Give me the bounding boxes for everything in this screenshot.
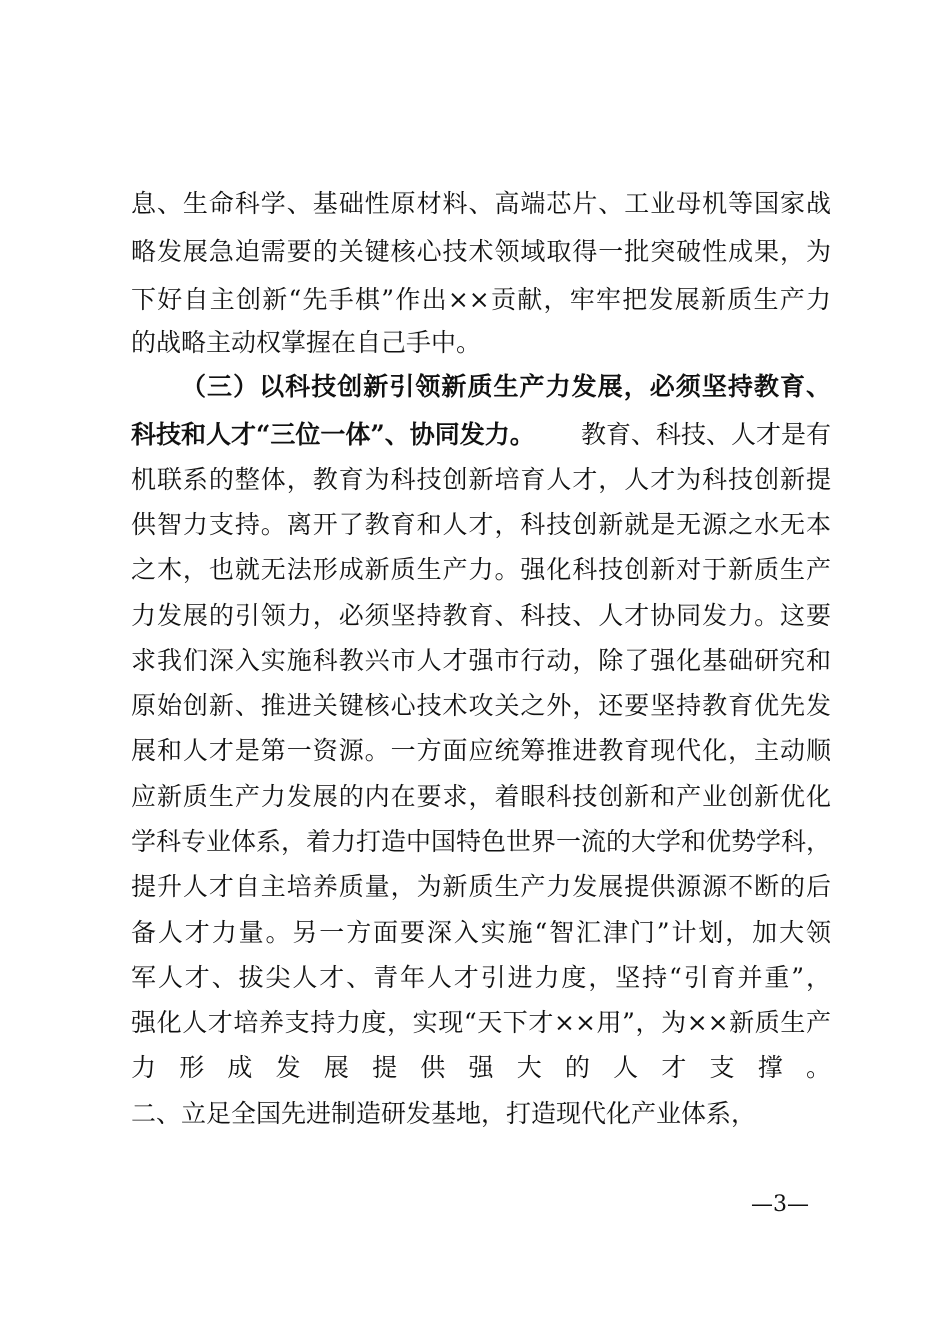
body-text-line: 求我们深入实施科教兴市人才强市行动，除了强化基础研究和 (131, 646, 831, 675)
body-text-line: 应新质生产力发展的内在要求，着眼科技创新和产业创新优化 (131, 782, 831, 811)
body-text-line: 供智力支持。离开了教育和人才，科技创新就是无源之水无本 (131, 510, 831, 539)
body-text-line: 学科专业体系，着力打造中国特色世界一流的大学和优势学科， (131, 827, 832, 856)
body-text-line: 之木，也就无法形成新质生产力。强化科技创新对于新质生产 (131, 555, 831, 584)
page-number: —3— (751, 1192, 809, 1217)
body-text-line: 力形成发展提供强大的人才支撑。 (131, 1053, 831, 1082)
body-text-line: 息、生命科学、基础性原材料、高端芯片、工业母机等国家战 (131, 189, 831, 218)
body-text-line: 力发展的引领力，必须坚持教育、科技、人才协同发力。这要 (131, 601, 831, 630)
body-text-line: 提升人才自主培养质量，为新质生产力发展提供源源不断的后 (131, 872, 831, 901)
body-text-segment: 教育、科技、人才是有 (580, 420, 831, 449)
body-text-line: 略发展急迫需要的关键核心技术领域取得一批突破性成果，为 (131, 237, 831, 266)
mixed-line (131, 420, 831, 450)
body-text-line: 二、立足全国先进制造研发基地，打造现代化产业体系， (131, 1099, 757, 1128)
body-text-line: 下好自主创新“先手棋”作出××贡献，牢牢把发展新质生产力 (131, 285, 831, 314)
body-text-line: 军人才、拔尖人才、青年人才引进力度，坚持“引育并重”， (131, 963, 831, 992)
body-text-line: 机联系的整体，教育为科技创新培育人才，人才为科技创新提 (131, 465, 831, 494)
body-text-line: 备人才力量。另一方面要深入实施“智汇津门”计划，加大领 (131, 918, 831, 947)
body-text-line: 原始创新、推进关键核心技术攻关之外，还要坚持教育优先发 (131, 691, 831, 720)
body-text-line: 展和人才是第一资源。一方面应统筹推进教育现代化，主动顺 (131, 736, 831, 765)
body-text-line: 的战略主动权掌握在自己手中。 (131, 328, 482, 357)
body-text-line: 强化人才培养支持力度，实现“天下才××用”，为××新质生产 (131, 1008, 831, 1037)
section-heading-tail: 科技和人才“三位一体”、协同发力。 (131, 420, 535, 449)
section-heading-line: （三）以科技创新引领新质生产力发展，必须坚持教育、 (181, 372, 831, 401)
